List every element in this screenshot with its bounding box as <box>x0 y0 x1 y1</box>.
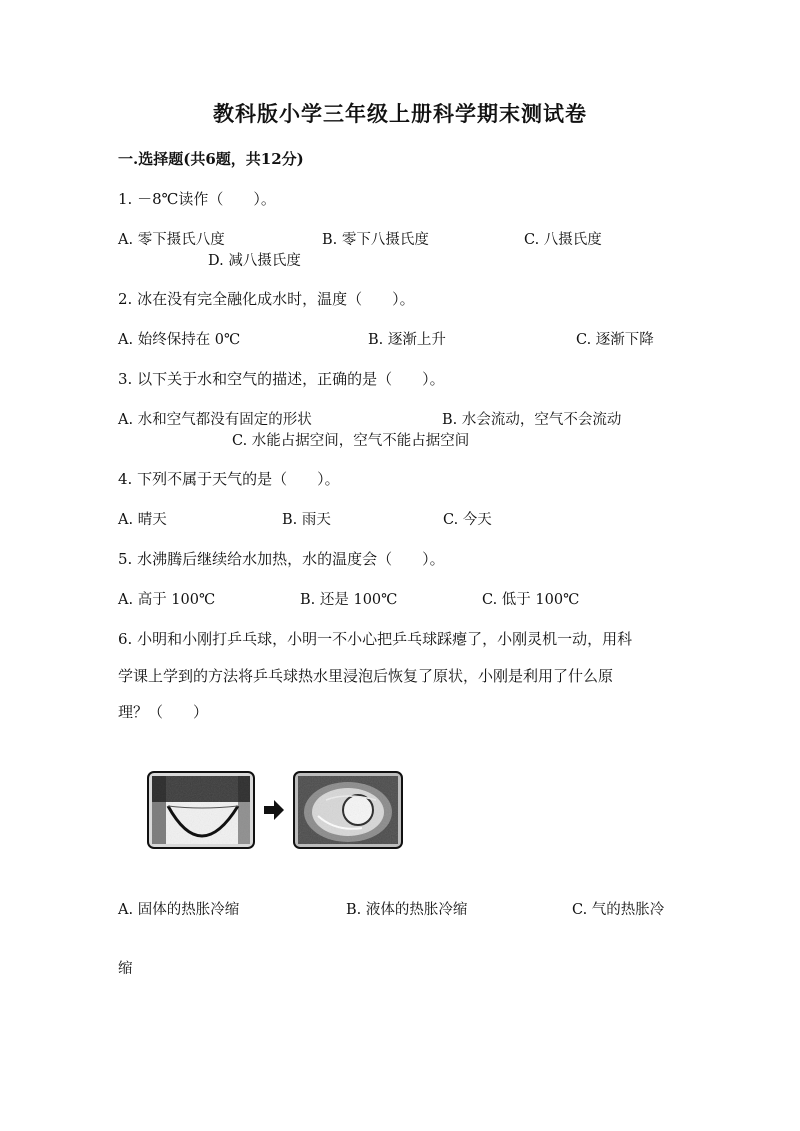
section-heading: 一.选择题(共6题，共12分) <box>118 150 304 168</box>
question-4-option-b[interactable]: B. 雨天 <box>282 512 331 528</box>
restored-ball-photo <box>294 772 402 848</box>
ping-pong-figure <box>146 770 406 852</box>
page-title: 教科版小学三年级上册科学期末测试卷 <box>213 101 587 126</box>
question-1-option-b[interactable]: B. 零下八摄氏度 <box>322 232 429 248</box>
question-1-option-c[interactable]: C. 八摄氏度 <box>524 232 602 248</box>
question-4-option-a[interactable]: A. 晴天 <box>118 512 167 528</box>
question-1-stem: 1. －8℃读作（ ）。 <box>118 190 276 208</box>
question-2-option-a[interactable]: A. 始终保持在 0℃ <box>118 332 241 348</box>
question-2-option-c[interactable]: C. 逐渐下降 <box>576 332 654 348</box>
question-6-stem-line-3: 理？（ ） <box>118 703 209 721</box>
dented-ball-photo <box>148 772 254 848</box>
question-6-option-b[interactable]: B. 液体的热胀冷缩 <box>346 902 468 918</box>
question-3-option-a[interactable]: A. 水和空气都没有固定的形状 <box>118 412 312 428</box>
arrow-right-icon <box>264 800 284 820</box>
question-5-stem: 5. 水沸腾后继续给水加热，水的温度会（ ）。 <box>118 550 445 568</box>
question-1-option-d[interactable]: D. 减八摄氏度 <box>208 253 301 269</box>
question-5-option-b[interactable]: B. 还是 100℃ <box>300 592 398 608</box>
question-5-option-a[interactable]: A. 高于 100℃ <box>118 592 216 608</box>
question-6-option-c[interactable]: C. 气的热胀冷 <box>572 902 665 918</box>
question-6-option-a[interactable]: A. 固体的热胀冷缩 <box>118 902 240 918</box>
question-1-option-a[interactable]: A. 零下摄氏八度 <box>118 232 225 248</box>
question-4-option-c[interactable]: C. 今天 <box>443 512 492 528</box>
question-3-stem: 3. 以下关于水和空气的描述，正确的是（ ）。 <box>118 370 445 388</box>
question-2-option-b[interactable]: B. 逐渐上升 <box>368 332 446 348</box>
question-2-stem: 2. 冰在没有完全融化成水时，温度（ ）。 <box>118 290 415 308</box>
question-6-option-c-wrap: 缩 <box>118 961 133 977</box>
question-5-option-c[interactable]: C. 低于 100℃ <box>482 592 580 608</box>
question-4-stem: 4. 下列不属于天气的是（ ）。 <box>118 470 340 488</box>
question-6-stem-line-1: 6. 小明和小刚打乒乓球，小明一不小心把乒乓球踩瘪了，小刚灵机一动，用科 <box>118 630 633 648</box>
question-3-option-b[interactable]: B. 水会流动，空气不会流动 <box>442 412 622 428</box>
question-3-option-c[interactable]: C. 水能占据空间，空气不能占据空间 <box>232 433 470 449</box>
question-6-stem-line-2: 学课上学到的方法将乒乓球热水里浸泡后恢复了原状，小刚是利用了什么原 <box>118 667 614 685</box>
